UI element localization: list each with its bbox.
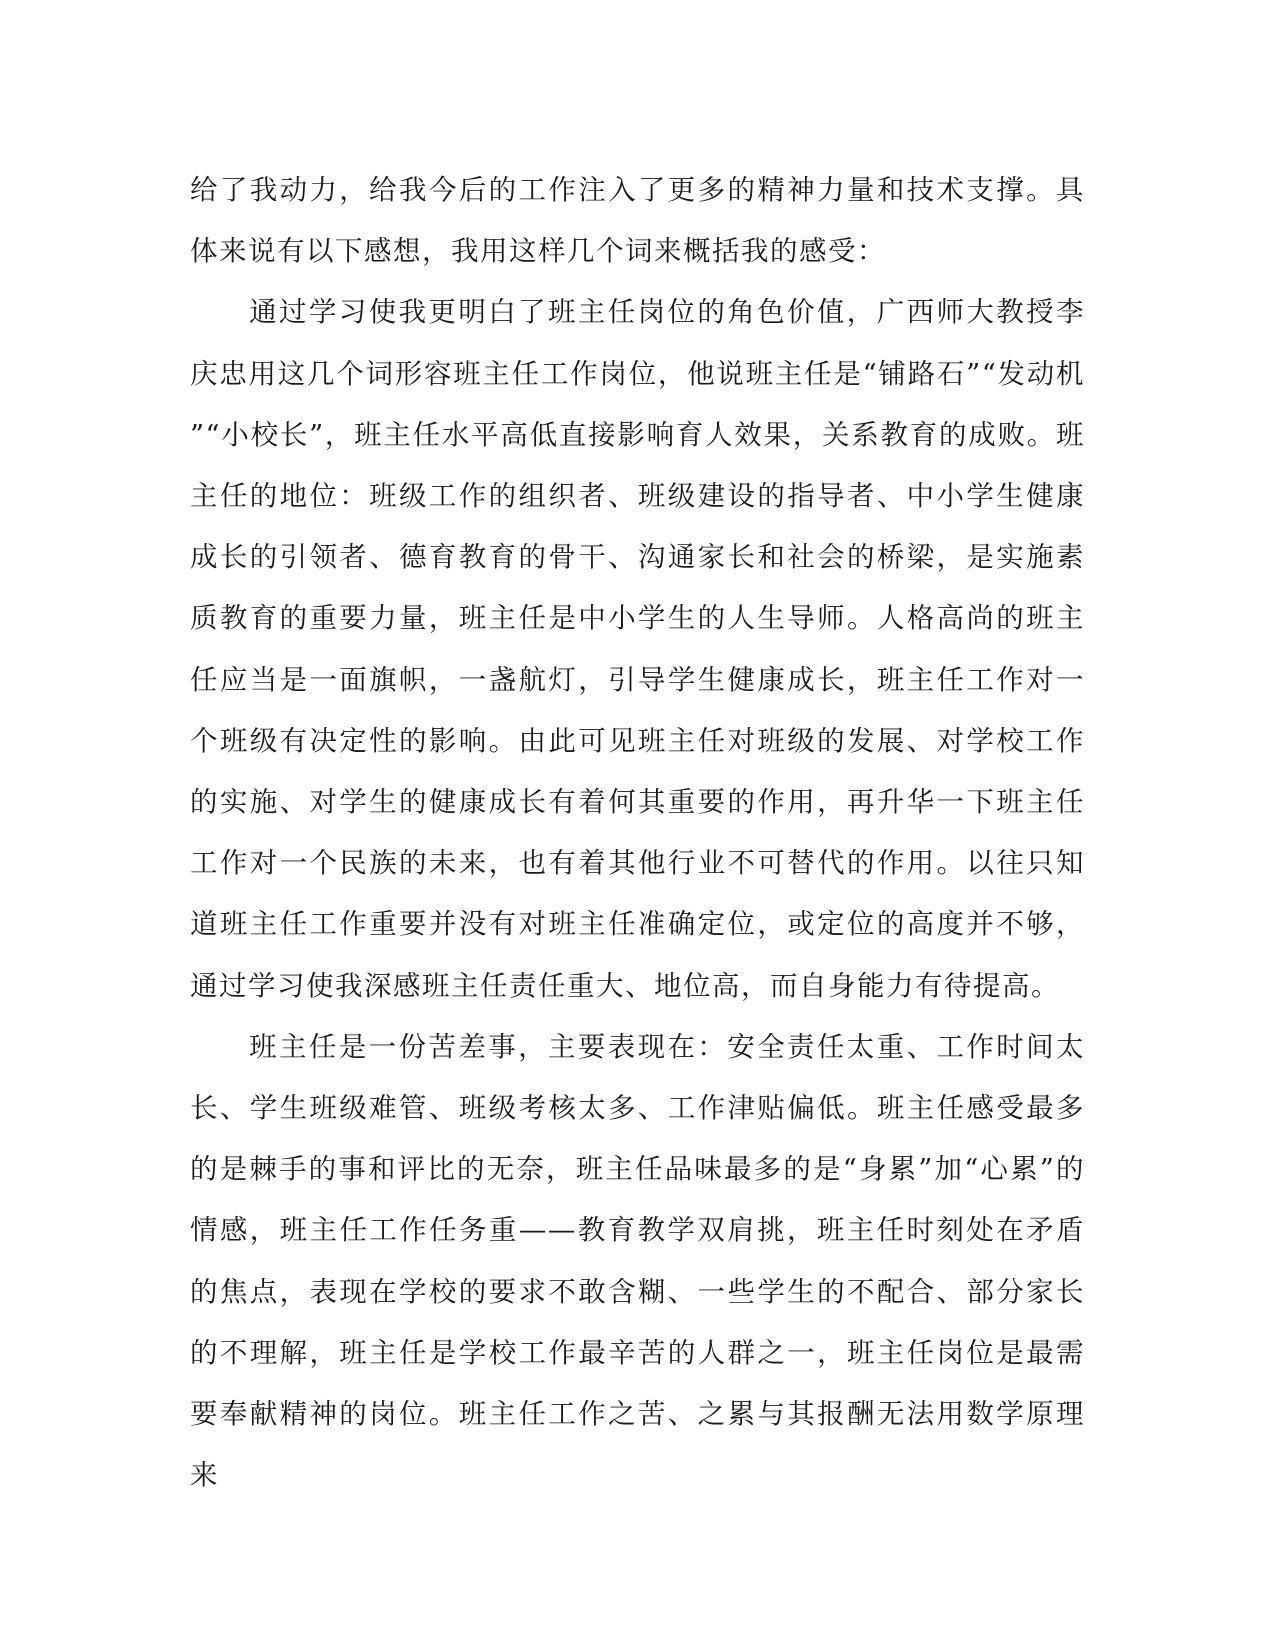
- document-body: [190, 160, 1085, 1506]
- paragraph-continuation: 给了我动力，给我今后的工作注入了更多的精神力量和技术支撑。具体来说有以下感想，我用这样几个词来概括我的感受：: [190, 174, 1085, 268]
- paragraph-role-value: 通过学习使我更明白了班主任岗位的角色价值，广西师大教授李庆忠用这几个词形容班主任工作岗位，他说班主任是“铺路石”“发动机”“小校长”，班主任水平高低直接影响育人效果，关系教育的成败。班主任的地位：班级工作的组织者、班级建设的指导者、中小学生健康成长的引领者、德育教育的骨干、沟通家长和社会的桥梁，是实施素质教育的重要力量，班主任是中小学生的人生导师。人格高尚的班主任应当是一面旗帜，一盏航灯，引导学生健康成长，班主任工作对一个班级有决定性的影响。由此可见班主任对班级的发展、对学校工作的实施、对学生的健康成长有着何其重要的作用，再升华一下班主任工作对一个民族的未来，也有着其他行业不可替代的作用。以往只知道班主任工作重要并没有对班主任准确定位，或定位的高度并不够，通过学习使我深感班主任责任重大、地位高，而自身能力有待提高。: [190, 296, 1085, 1002]
- paragraph-hard-work: 班主任是一份苦差事，主要表现在：安全责任太重、工作时间太长、学生班级难管、班级考核太多、工作津贴偏低。班主任感受最多的是棘手的事和评比的无奈，班主任品味最多的是“身累”加“心累”的情感，班主任工作任务重——教育教学双肩挑，班主任时刻处在矛盾的焦点，表现在学校的要求不敢含糊、一些学生的不配合、部分家长的不理解，班主任是学校工作最辛苦的人群之一，班主任岗位是最需要奉献精神的岗位。班主任工作之苦、之累与其报酬无法用数学原理来: [190, 1030, 1085, 1492]
